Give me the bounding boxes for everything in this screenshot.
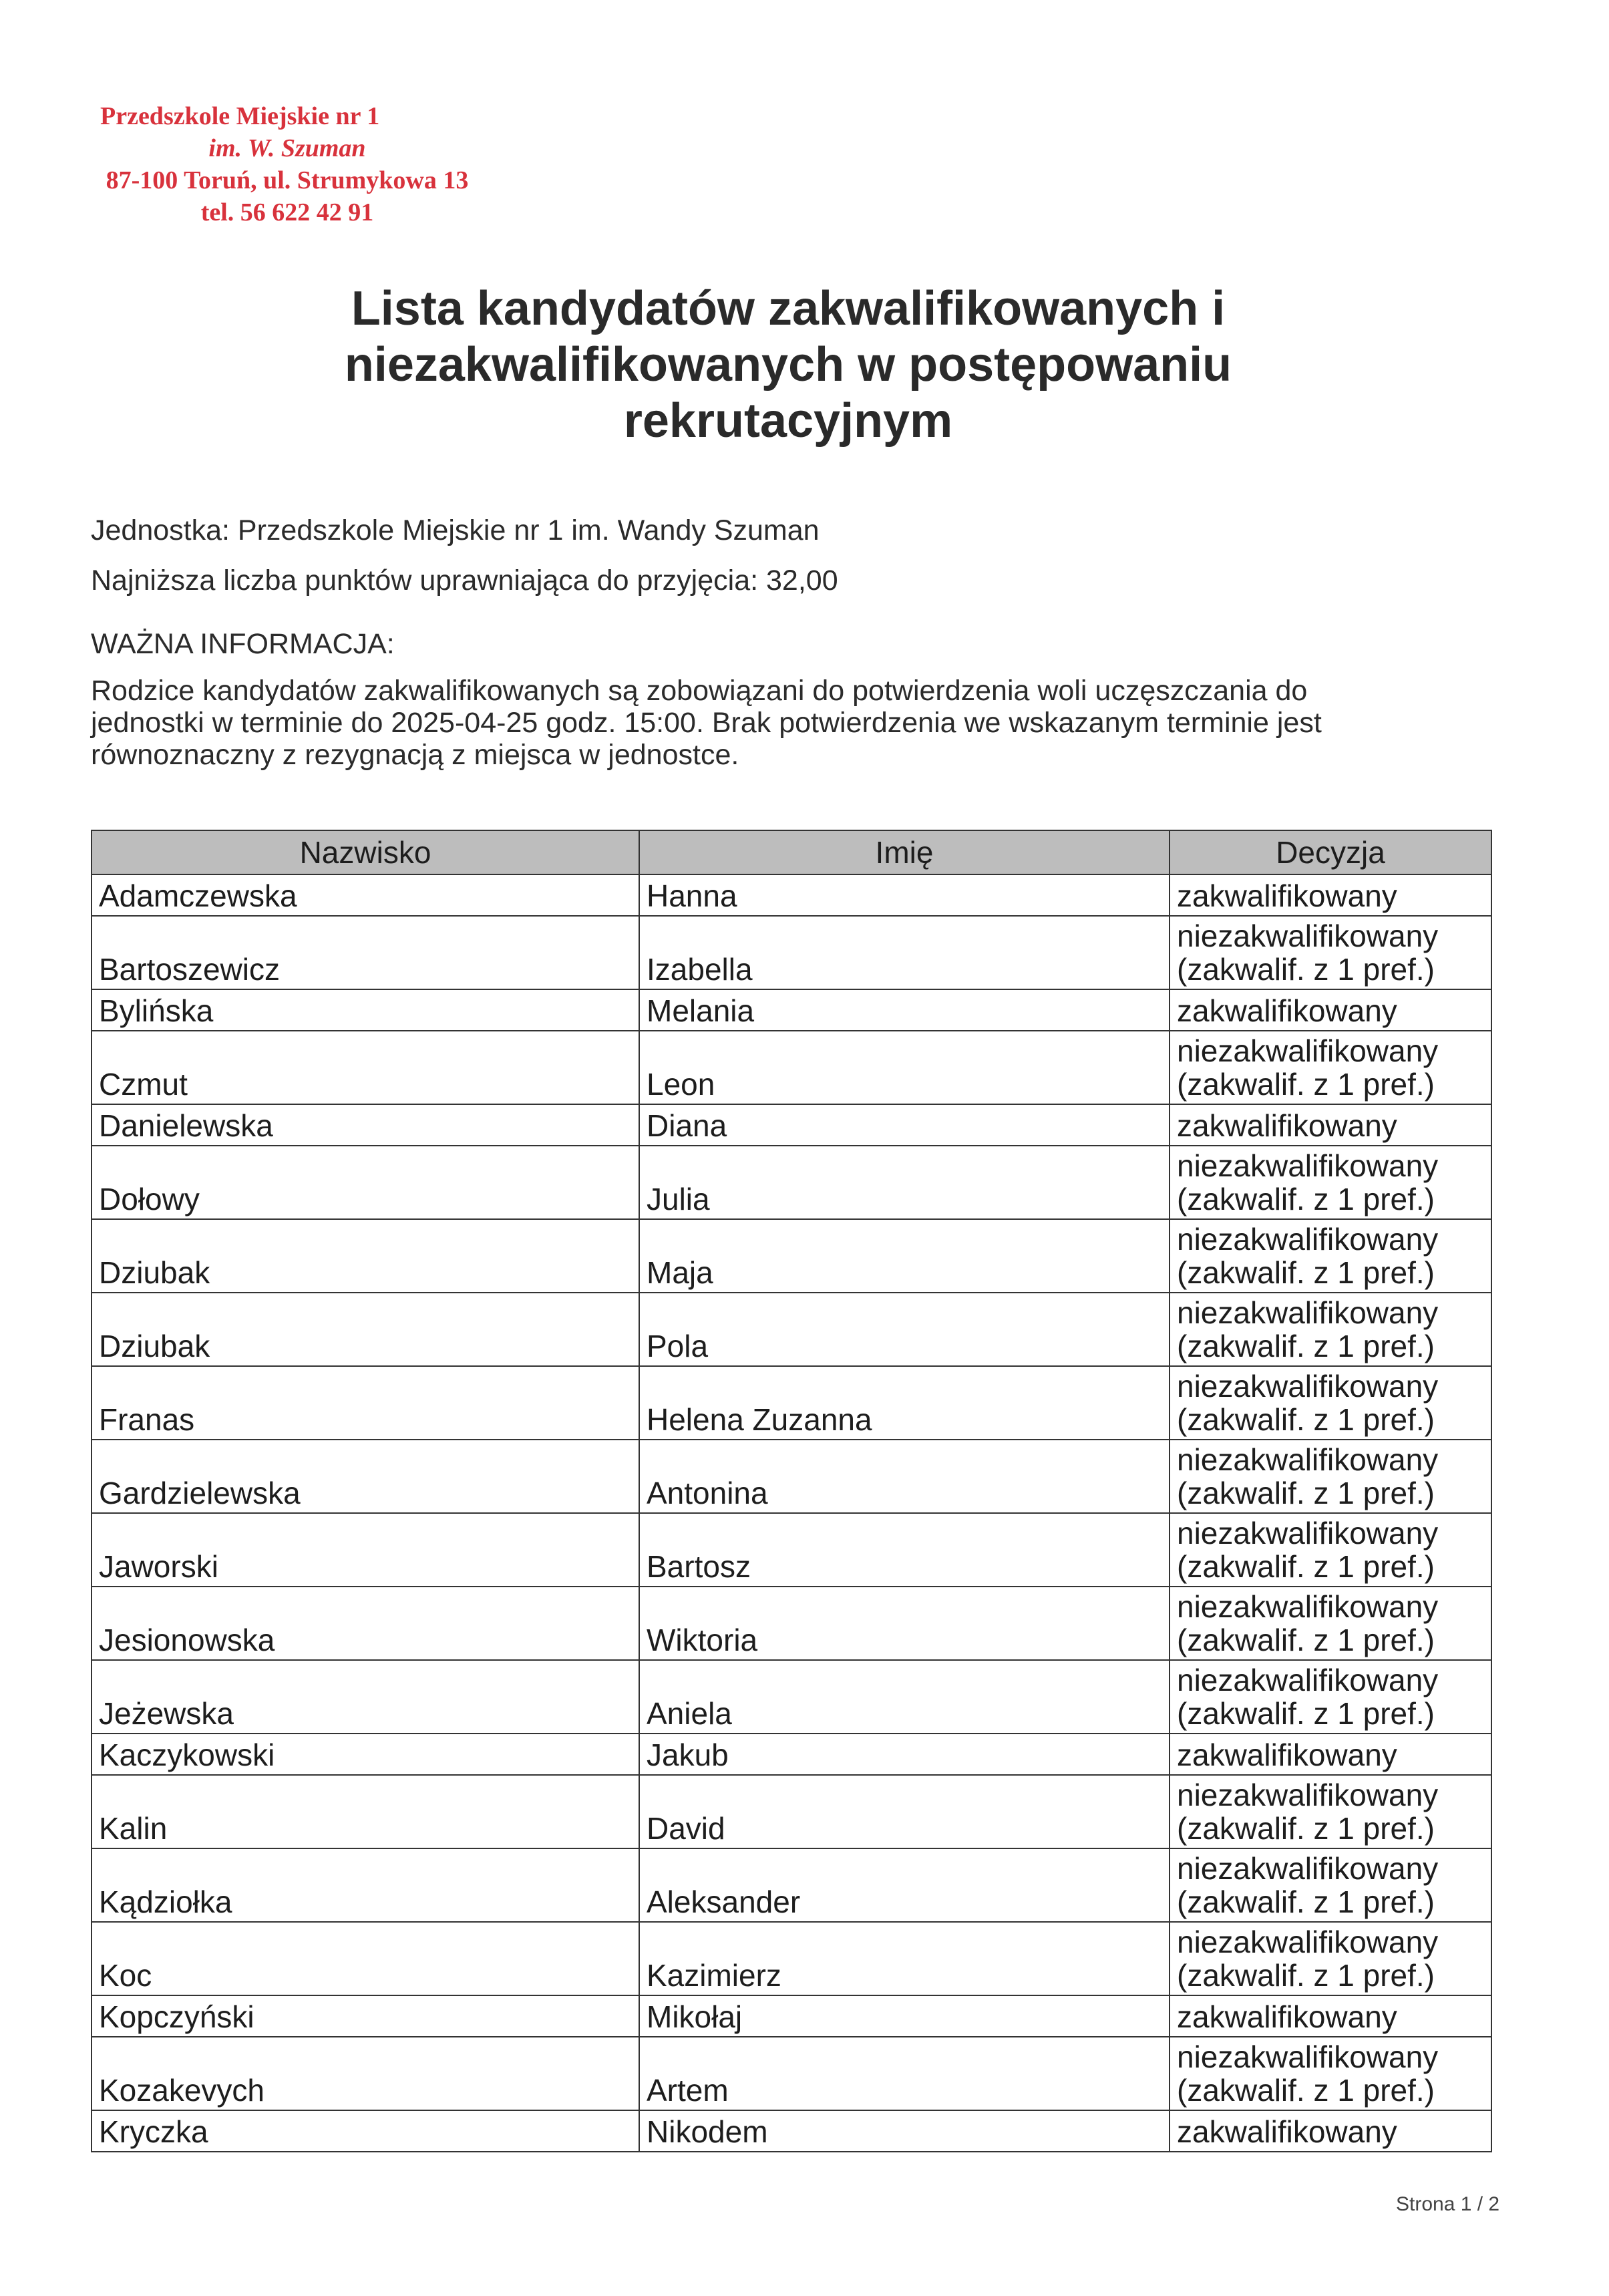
cell-name: David [639,1775,1170,1848]
cell-name: Helena Zuzanna [639,1366,1170,1440]
cell-name: Leon [639,1031,1170,1104]
cell-name: Antonina [639,1440,1170,1513]
table-row [92,1031,1491,1104]
decision-text: niezakwalifikowany [1177,1589,1439,1624]
cell-name: Izabella [639,916,1170,989]
cell-name: Aleksander [639,1848,1170,1922]
table-row [92,1775,1491,1848]
table-row [92,1660,1491,1734]
cell-decision [1170,2037,1491,2110]
decision-note: (zakwalif. z 1 pref.) [1177,1811,1435,1846]
notice-line-1: Rodzice kandydatów zakwalifikowanych są zobowiązani do potwierdzenia woli uczęszczania do [91,675,1308,707]
table-row [92,2037,1491,2110]
unit-info: Jednostka: Przedszkole Miejskie nr 1 im. Wandy Szuman [91,514,820,546]
decision-note: (zakwalif. z 1 pref.) [1177,1476,1435,1510]
decision-text: zakwalifikowany [1177,878,1397,913]
table-row [92,1440,1491,1513]
cell-name: Pola [639,1293,1170,1366]
table-row [92,1734,1491,1775]
decision-text: niezakwalifikowany [1177,1925,1439,1959]
decision-text: niezakwalifikowany [1177,2039,1439,2074]
cell-decision [1170,2110,1491,2152]
cell-surname: Franas [92,1366,639,1440]
cell-surname: Danielewska [92,1104,639,1146]
decision-note: (zakwalif. z 1 pref.) [1177,1623,1435,1657]
table-row [92,1146,1491,1219]
title-line-2: niezakwalifikowanych w postępowaniu [344,338,1232,391]
table-row [92,1366,1491,1440]
page-number: Strona 1 / 2 [1396,2193,1500,2215]
table-row [92,1995,1491,2037]
cell-decision [1170,1775,1491,1848]
decision-text: zakwalifikowany [1177,1999,1397,2034]
table-row [92,1513,1491,1587]
cell-decision [1170,1513,1491,1587]
decision-text: niezakwalifikowany [1177,1442,1439,1477]
cell-decision [1170,1031,1491,1104]
decision-text: niezakwalifikowany [1177,1516,1439,1550]
cell-surname: Jesionowska [92,1587,639,1660]
table-row [92,1587,1491,1660]
school-stamp [87,100,488,228]
cell-surname: Bartoszewicz [92,916,639,989]
decision-text: niezakwalifikowany [1177,1295,1439,1330]
candidates-table [91,830,1492,2152]
cell-decision [1170,1848,1491,1922]
table-row [92,1848,1491,1922]
cell-decision [1170,1922,1491,1995]
notice-line-2: jednostki w terminie do 2025-04-25 godz. 15:00. Brak potwierdzenia we wskazanym terminie jest [91,707,1322,739]
cell-decision [1170,1440,1491,1513]
decision-text: niezakwalifikowany [1177,919,1439,953]
cell-surname: Kądziołka [92,1848,639,1922]
table-row [92,1922,1491,1995]
decision-text: zakwalifikowany [1177,1738,1397,1772]
table-row [92,989,1491,1031]
decision-note: (zakwalif. z 1 pref.) [1177,1255,1435,1290]
cell-surname: Koc [92,1922,639,1995]
min-points-info: Najniższa liczba punktów uprawniająca do przyjęcia: 32,00 [91,564,838,597]
decision-text: niezakwalifikowany [1177,1222,1439,1257]
header-decision: Decyzja [1170,830,1491,874]
title-line-3: rekrutacyjnym [623,394,953,448]
decision-note: (zakwalif. z 1 pref.) [1177,1549,1435,1584]
decision-note: (zakwalif. z 1 pref.) [1177,1067,1435,1102]
cell-surname: Dołowy [92,1146,639,1219]
decision-text: niezakwalifikowany [1177,1033,1439,1068]
cell-surname: Dziubak [92,1219,639,1293]
cell-name: Kazimierz [639,1922,1170,1995]
notice-heading: WAŻNA INFORMACJA: [91,628,395,660]
page-title [200,281,1376,449]
cell-surname: Dziubak [92,1293,639,1366]
cell-name: Bartosz [639,1513,1170,1587]
cell-name: Nikodem [639,2110,1170,2152]
decision-note: (zakwalif. z 1 pref.) [1177,1958,1435,1993]
cell-name: Aniela [639,1660,1170,1734]
decision-text: zakwalifikowany [1177,1108,1397,1143]
decision-note: (zakwalif. z 1 pref.) [1177,1884,1435,1919]
cell-surname: Kopczyński [92,1995,639,2037]
cell-decision [1170,874,1491,916]
table-row [92,916,1491,989]
title-line-1: Lista kandydatów zakwalifikowanych i [351,282,1226,335]
decision-text: niezakwalifikowany [1177,1778,1439,1812]
cell-decision [1170,1293,1491,1366]
header-surname: Nazwisko [92,830,639,874]
cell-decision [1170,1366,1491,1440]
table-body [92,874,1491,2152]
cell-surname: Adamczewska [92,874,639,916]
cell-name: Mikołaj [639,1995,1170,2037]
cell-surname: Czmut [92,1031,639,1104]
cell-decision [1170,989,1491,1031]
table-row [92,2110,1491,2152]
decision-text: zakwalifikowany [1177,2114,1397,2149]
decision-note: (zakwalif. z 1 pref.) [1177,952,1435,987]
cell-surname: Bylińska [92,989,639,1031]
decision-text: zakwalifikowany [1177,993,1397,1028]
cell-name: Jakub [639,1734,1170,1775]
table-row [92,1293,1491,1366]
cell-decision [1170,1219,1491,1293]
cell-surname: Kalin [92,1775,639,1848]
notice-text [91,675,1453,771]
stamp-line-phone: tel. 56 622 42 91 [200,198,374,226]
decision-note: (zakwalif. z 1 pref.) [1177,1402,1435,1437]
cell-decision [1170,916,1491,989]
cell-decision [1170,1104,1491,1146]
cell-name: Artem [639,2037,1170,2110]
header-name: Imię [639,830,1170,874]
cell-name: Wiktoria [639,1587,1170,1660]
cell-name: Hanna [639,874,1170,916]
cell-surname: Kryczka [92,2110,639,2152]
decision-note: (zakwalif. z 1 pref.) [1177,1329,1435,1363]
table-row [92,874,1491,916]
cell-decision [1170,1660,1491,1734]
decision-note: (zakwalif. z 1 pref.) [1177,2073,1435,2108]
cell-name: Julia [639,1146,1170,1219]
cell-surname: Jeżewska [92,1660,639,1734]
decision-text: niezakwalifikowany [1177,1369,1439,1404]
cell-name: Maja [639,1219,1170,1293]
table-header-row [92,830,1491,874]
decision-text: niezakwalifikowany [1177,1851,1439,1886]
decision-text: niezakwalifikowany [1177,1148,1439,1183]
cell-decision [1170,1734,1491,1775]
decision-note: (zakwalif. z 1 pref.) [1177,1696,1435,1731]
table-row [92,1219,1491,1293]
cell-decision [1170,1587,1491,1660]
cell-decision [1170,1146,1491,1219]
cell-surname: Jaworski [92,1513,639,1587]
stamp-line-name: Przedszkole Miejskie nr 1 [100,102,380,130]
cell-surname: Gardzielewska [92,1440,639,1513]
stamp-line-address: 87-100 Toruń, ul. Strumykowa 13 [106,166,469,194]
cell-decision [1170,1995,1491,2037]
cell-surname: Kozakevych [92,2037,639,2110]
cell-surname: Kaczykowski [92,1734,639,1775]
stamp-line-patron: im. W. Szuman [208,134,366,162]
cell-name: Diana [639,1104,1170,1146]
cell-name: Melania [639,989,1170,1031]
decision-text: niezakwalifikowany [1177,1663,1439,1697]
decision-note: (zakwalif. z 1 pref.) [1177,1182,1435,1216]
notice-line-3: równoznaczny z rezygnacją z miejsca w jednostce. [91,739,739,771]
table-row [92,1104,1491,1146]
